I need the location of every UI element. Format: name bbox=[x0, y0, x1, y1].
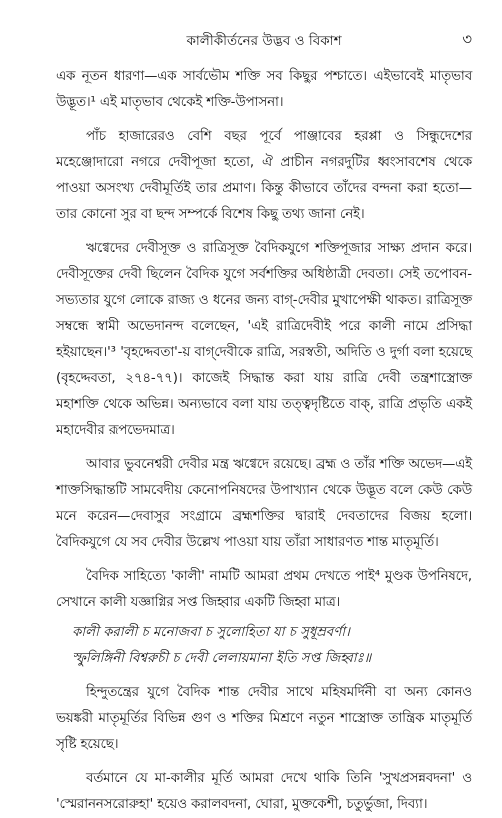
verse-line-1: কালী করালী চ মনোজবা চ সুলোহিতা যা চ সুধূম্রবর্ণা। bbox=[72, 625, 350, 640]
page-number: ৩ bbox=[462, 30, 472, 48]
paragraph-2: পাঁচ হাজারেরও বেশি বছর পূর্বে পাঞ্জাবের হরপ্পা ও সিন্ধুদেশের মহেঞ্জোদারো নগরে দেবীপূজা হতো, ঐ প্রাচীন নগরদুটির ধ্বংসাবশেষ থেকে পাওয়া অসংখ্য দেবীমূর্তিই তার প্রমাণ। কিন্তু কীভাবে তাঁদের বন্দনা করা হতো—তার কোনো সুর বা ছন্দ সম্পর্কে বিশেষ কিছু তথ্য জানা নেই। bbox=[56, 129, 472, 222]
page-header bbox=[56, 28, 472, 56]
paragraph-4: আবার ভুবনেশ্বরী দেবীর মন্ত্র ঋগ্বেদে রয়েছে। ব্রহ্ম ও তাঁর শক্তি অভেদ—এই শাক্তসিদ্ধান্তটি সামবেদীয় কেনোপনিষদের উপাখ্যান থেকে উদ্ভূত বলে কেউ কেউ মনে করেন—দেবাসুর সংগ্রামে ব্রহ্মশক্তির দ্বারাই দেবতাদের বিজয় হলো। বৈদিকযুগে যে সব দেবীর উল্লেখ পাওয়া যায় তাঁরা সাধারণত শান্ত মাতৃমূর্তি। bbox=[56, 457, 472, 550]
sanskrit-verse bbox=[56, 620, 472, 672]
paragraph-6: হিন্দুতন্ত্রের যুগে বৈদিক শান্ত দেবীর সাথে মহিষমর্দিনী বা অন্য কোনও ভয়ঙ্করী মাতৃমূর্তির বিভিন্ন গুণ ও শক্তির মিশ্রণে নতুন শাস্ত্রোক্ত তান্ত্রিক মাতৃমূর্তি সৃষ্টি হয়েছে। bbox=[56, 685, 472, 752]
paragraph-7: বর্তমানে যে মা-কালীর মূর্তি আমরা দেখে থাকি তিনি 'সুখপ্রসন্নবদনা' ও 'স্মেরাননসরোরুহা' হয়েও করালবদনা, ঘোরা, মুক্তকেশী, চতুর্ভুজা, দিব্যা। bbox=[56, 771, 472, 812]
paragraph-3: ঋগ্বেদের দেবীসূক্ত ও রাত্রিসূক্ত বৈদিকযুগে শক্তিপূজার সাক্ষ্য প্রদান করে। দেবীসূক্তের দেবী ছিলেন বৈদিক যুগে সর্বশক্তির অধিষ্ঠাত্রী দেবতা। সেই তপোবন-সভ্যতার যুগে লোকে রাজ্য ও ধনের জন্য বাগ্‌-দেবীর মুখাপেক্ষী থাকত। রাত্রিসূক্ত সম্বন্ধে স্বামী অভেদানন্দ বলেছেন, 'এই রাত্রিদেবীই পরে কালী নামে প্রসিদ্ধা হইয়াছেন।'³ 'বৃহদ্দেবতা'-য় বাগ্‌দেবীকে রাত্রি, সরস্বতী, অদিতি ও দুর্গা বলা হয়েছে (বৃহদ্দেবতা, ২৭৪-৭৭)। কাজেই সিদ্ধান্ত করা যায় রাত্রি দেবী তন্ত্রশাস্ত্রোক্ত মহাশক্তি থেকে অভিন্ন। অন্যভাবে বলা যায় তত্ত্বদৃষ্টিতে বাক্‌, রাত্রি প্রভৃতি একই মহাদেবীর রূপভেদমাত্র। bbox=[56, 241, 472, 438]
paragraph-1: এক নূতন ধারণা—এক সার্বভৌম শক্তি সব কিছুর পশ্চাতে। এইভাবেই মাতৃভাব উদ্ভূত।¹ এই মাতৃভাব থেকেই শক্তি-উপাসনা। bbox=[56, 69, 472, 110]
running-title: কালীকীর্তনের উদ্ভব ও বিকাশ bbox=[186, 33, 342, 49]
verse-line-2: স্ফুলিঙ্গিনী বিশ্বরুচী চ দেবী লেলায়মানা ইতি সপ্ত জিহ্বাঃ॥ bbox=[72, 651, 372, 666]
paragraph-5: বৈদিক সাহিত্যে 'কালী' নামটি আমরা প্রথম দেখতে পাই⁴ মুণ্ডক উপনিষদে, সেখানে কালী যজ্ঞাগ্নির সপ্ত জিহ্বার একটি জিহ্বা মাত্র। bbox=[56, 569, 472, 610]
